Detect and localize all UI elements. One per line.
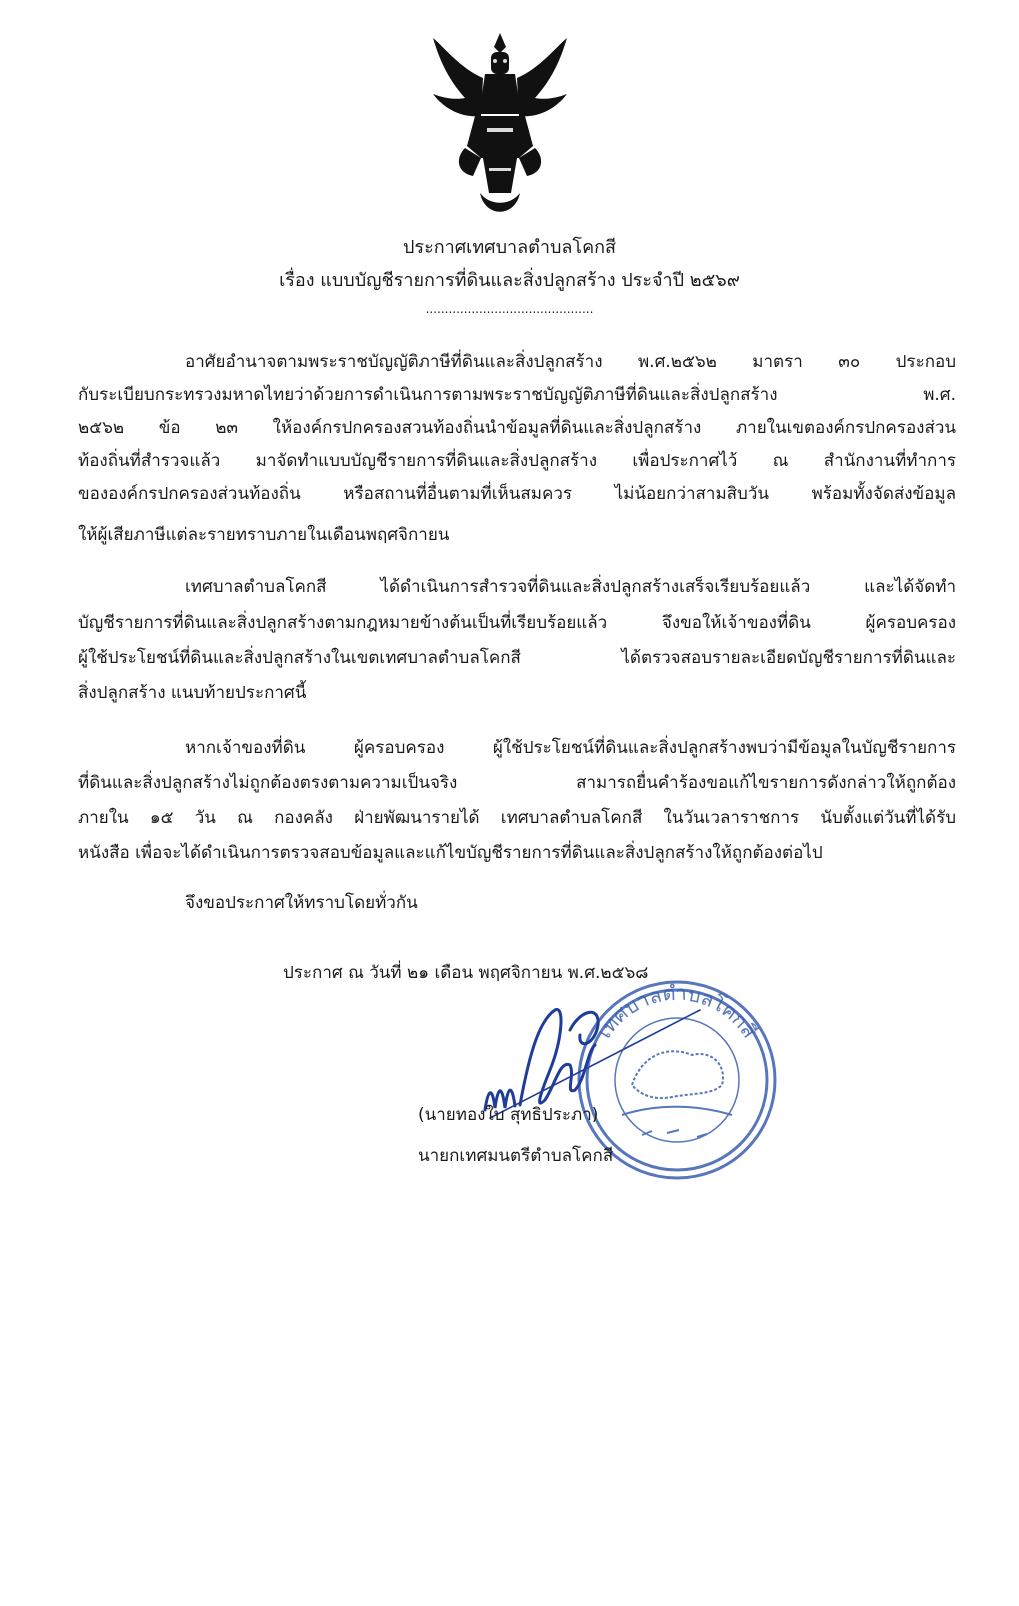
paragraph-1-line: กับระเบียบกระทรวงมหาดไทยว่าด้วยการดำเนินการตามพระราชบัญญัติภาษีที่ดินและสิ่งปลูกสร้าง พ.ศ. (78, 385, 956, 405)
paragraph-3-line: ภายใน ๑๕ วัน ณ กองคลัง ฝ่ายพัฒนารายได้ เทศบาลตำบลโคกสี ในวันเวลาราชการ นับตั้งแต่วันที่ได้รับ (78, 808, 956, 828)
garuda-emblem (425, 28, 575, 223)
signatory-name: (นายทองใบ สุทธิประภา) (418, 1105, 599, 1125)
separator: ............................................ (425, 302, 594, 316)
paragraph-1-line: ให้ผู้เสียภาษีแต่ละรายทราบภายในเดือนพฤศจิกายน (78, 525, 450, 545)
paragraph-2-line: เทศบาลตำบลโคกสี ได้ดำเนินการสำรวจที่ดินและสิ่งปลูกสร้างเสร็จเรียบร้อยแล้ว และได้จัดทำ (185, 577, 956, 597)
paragraph-1-line: ๒๕๖๒ ข้อ ๒๓ ให้องค์กรปกครองสวนท้องถิ่นนำข้อมูลที่ดินและสิ่งปลูกสร้าง ภายในเขตองค์กรปกครองส่วน (78, 418, 956, 438)
stamp-text: เทศบาลตำบลโคกสี (591, 980, 762, 1043)
paragraph-1-line: ขององค์กรปกครองส่วนท้องถิ่น หรือสถานที่อื่นตามที่เห็นสมควร ไม่น้อยกว่าสามสิบวัน พร้อมทั้งจัดส่งข้อมูล (78, 484, 956, 504)
paragraph-2-line: บัญชีรายการที่ดินและสิ่งปลูกสร้างตามกฎหมายข้างต้นเป็นที่เรียบร้อยแล้ว จึงขอให้เจ้าของที่ดิน ผู้ครอบครอง (78, 613, 956, 633)
paragraph-3-line: ที่ดินและสิ่งปลูกสร้างไม่ถูกต้องตรงตามความเป็นจริง สามารถยื่นคำร้องขอแก้ไขรายการดังกล่าวให้ถูกต้อง (78, 773, 956, 793)
paragraph-1-line: อาศัยอำนาจตามพระราชบัญญัติภาษีที่ดินและสิ่งปลูกสร้าง พ.ศ.๒๕๖๒ มาตรา ๓๐ ประกอบ (185, 352, 956, 372)
paragraph-1-line: ท้องถิ่นที่สำรวจแล้ว มาจัดทำแบบบัญชีรายการที่ดินและสิ่งปลูกสร้าง เพื่อประกาศไว้ ณ สำนักงานที่ทำการ (78, 451, 956, 471)
signatory-position: นายกเทศมนตรีตำบลโคกสี (418, 1146, 614, 1166)
paragraph-3-line: หนังสือ เพื่อจะได้ดำเนินการตรวจสอบข้อมูลและแก้ไขบัญชีรายการที่ดินและสิ่งปลูกสร้างให้ถูกต้องต่อไป (78, 843, 823, 863)
document-subject: เรื่อง แบบบัญชีรายการที่ดินและสิ่งปลูกสร้าง ประจำปี ๒๕๖๙ (279, 270, 740, 291)
paragraph-3-line: หากเจ้าของที่ดิน ผู้ครอบครอง ผู้ใช้ประโยชน์ที่ดินและสิ่งปลูกสร้างพบว่ามีข้อมูลในบัญชีรายการ (185, 738, 956, 758)
paragraph-2-line: ผู้ใช้ประโยชน์ที่ดินและสิ่งปลูกสร้างในเขตเทศบาลตำบลโคกสี ได้ตรวจสอบรายละเอียดบัญชีรายการที่ดินและ (78, 648, 956, 668)
paragraph-2-line: สิ่งปลูกสร้าง แนบท้ายประกาศนี้ (78, 683, 307, 703)
closing-statement: จึงขอประกาศให้ทราบโดยทั่วกัน (185, 893, 418, 913)
date-line: ประกาศ ณ วันที่ ๒๑ เดือน พฤศจิกายน พ.ศ.๒๕๖๘ (283, 963, 649, 983)
document-title: ประกาศเทศบาลตำบลโคกสี (402, 237, 617, 258)
